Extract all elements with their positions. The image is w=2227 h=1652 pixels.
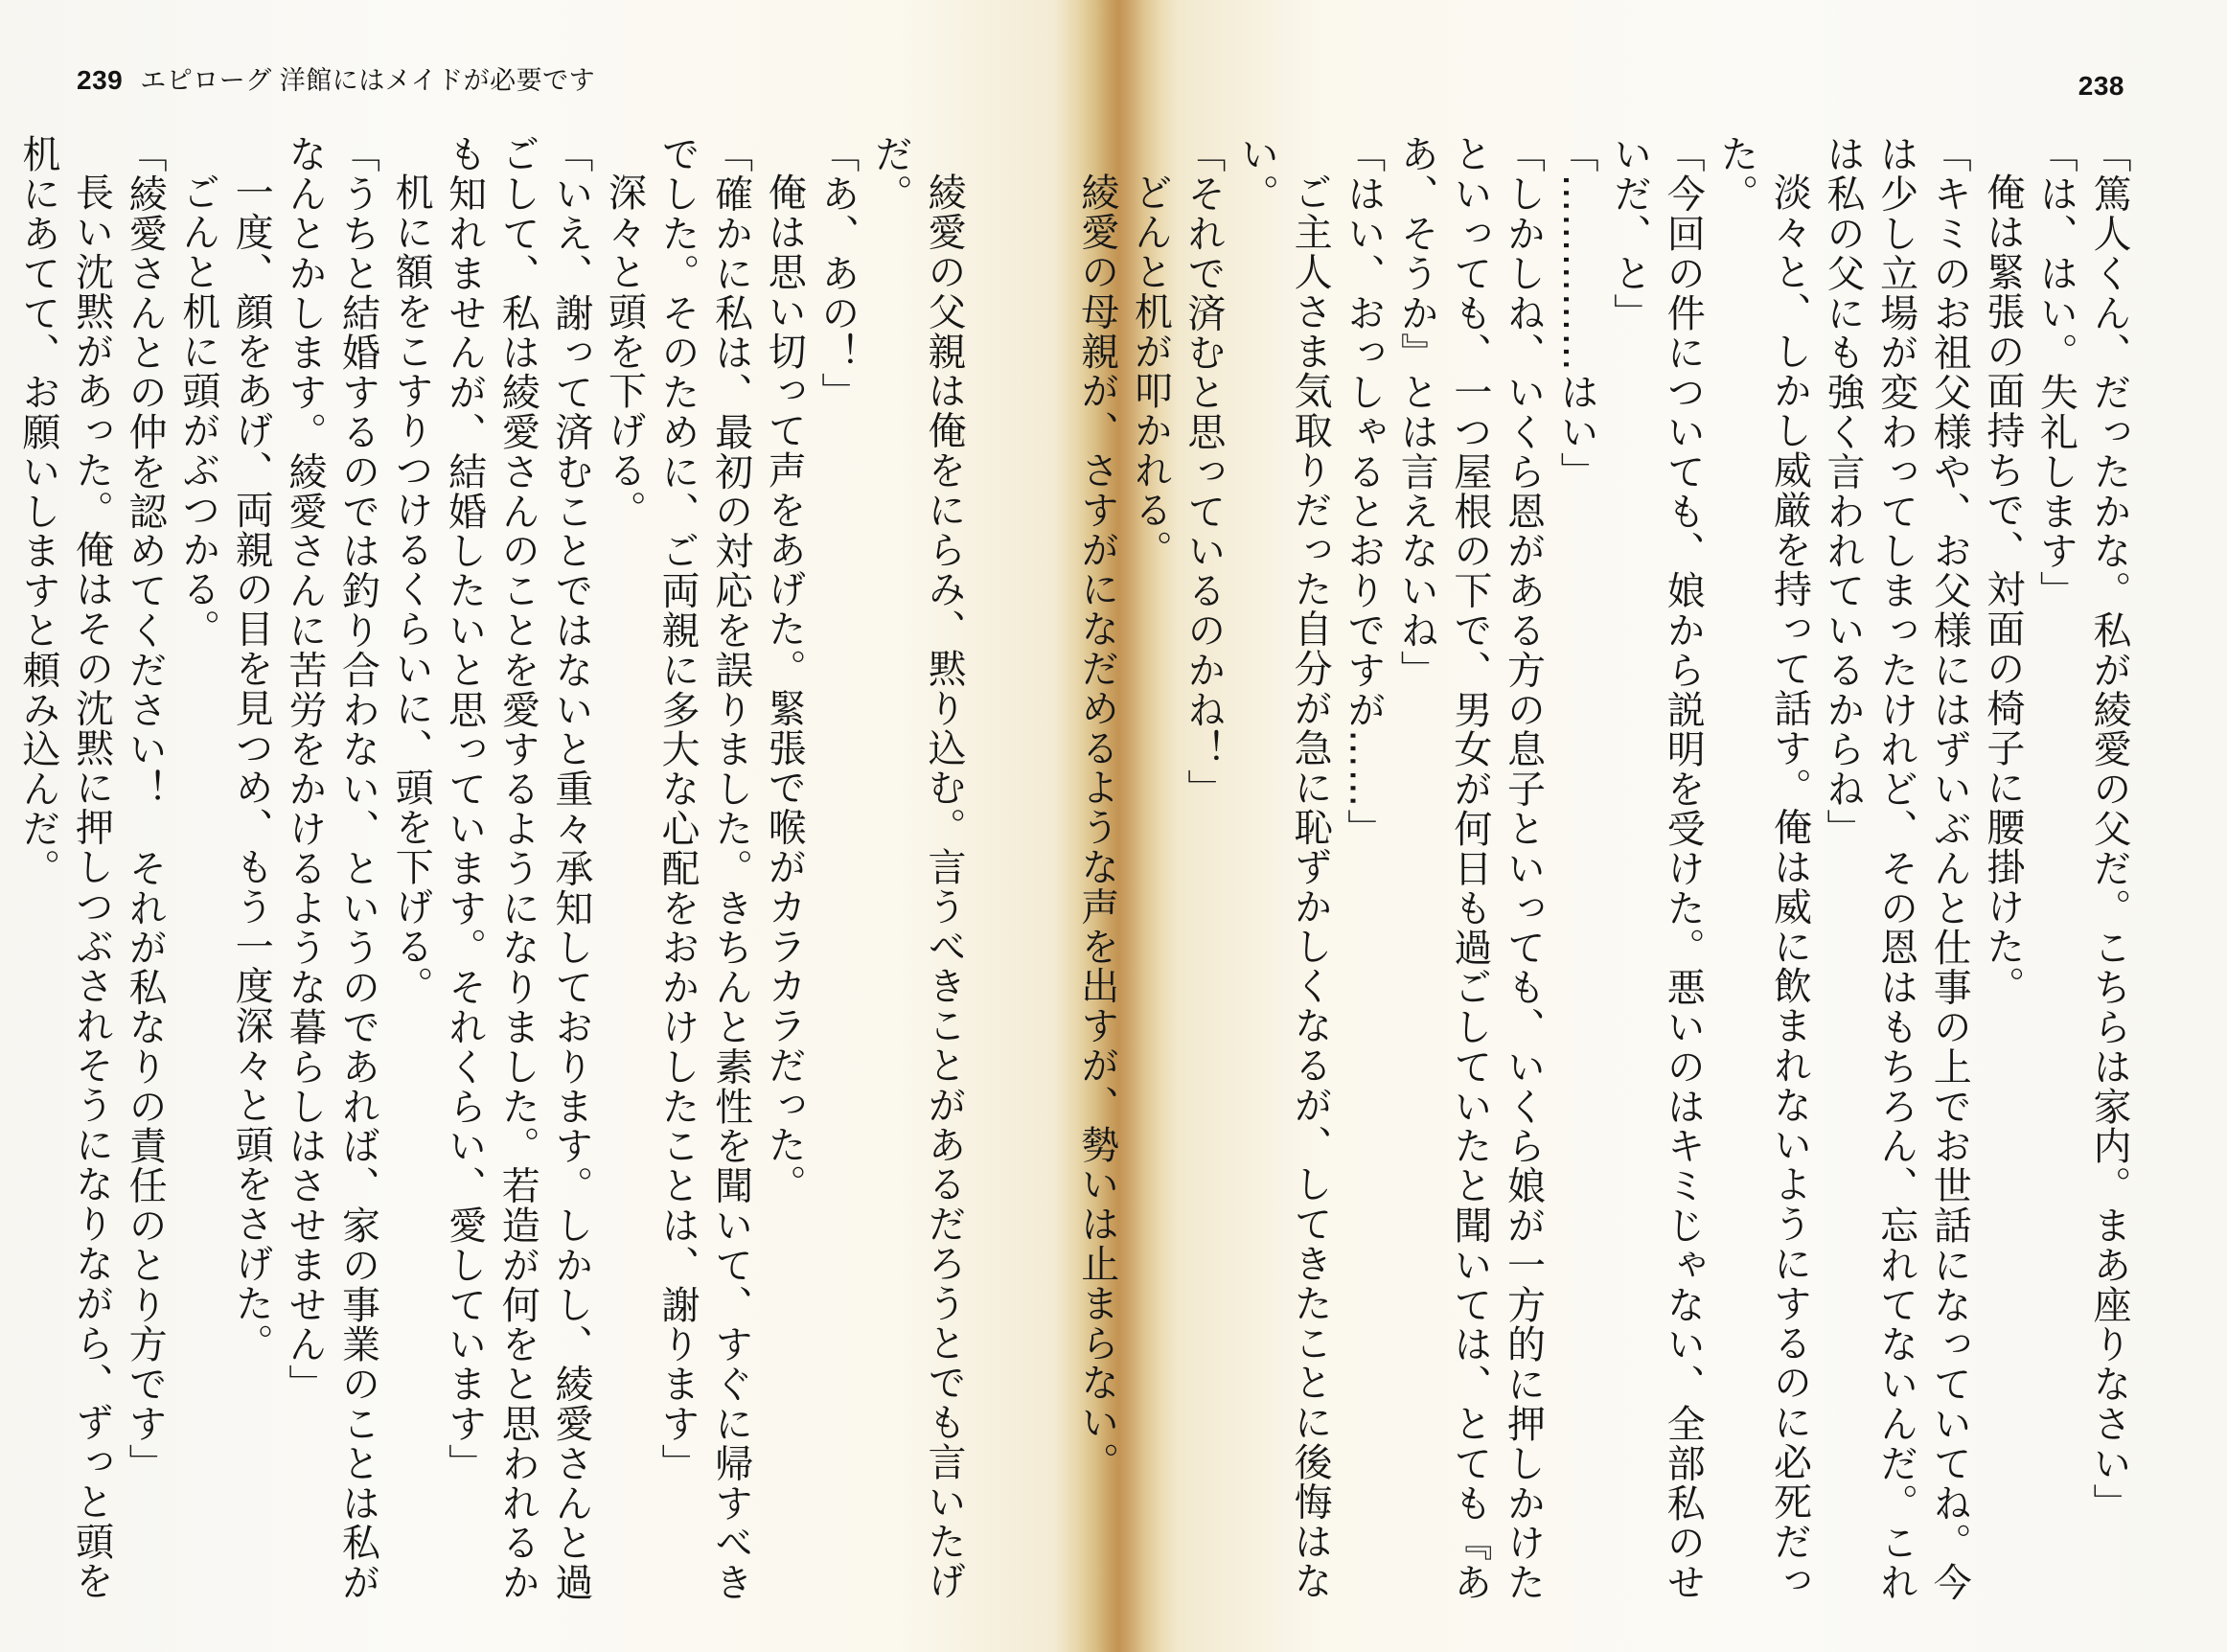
right-page-header: [2078, 71, 2124, 102]
paragraph: 「はい、おっしゃるとおりですが……」: [1341, 134, 1386, 849]
paragraph: 「は、はい。失礼します」: [2033, 134, 2078, 610]
paragraph: 俺は緊張の面持ちで、対面の椅子に腰掛けた。: [1980, 172, 2025, 1006]
paragraph: 「キミのお祖父様や、お父様にはずいぶんと仕事の上でお世話になっていてね。今は少し立場が変わってしまったけれど、その恩はもちろん、忘れてないんだ。これは私の父にも強く言われているからね」: [1821, 134, 1972, 1602]
paragraph: 一度、顔をあげ、両親の目を見つめ、もう一度深々と頭をさげた。: [229, 172, 274, 1363]
paragraph: 淡々と、しかし威厳を持って話す。俺は威に飲まれないようにするのに必死だった。: [1713, 134, 1812, 1601]
paragraph: 俺は思い切って声をあげた。緊張で喉がカラカラだった。: [762, 172, 807, 1205]
paragraph: ご主人さま気取りだった自分が急に恥ずかしくなるが、してきたことに後悔はない。: [1234, 134, 1333, 1601]
paragraph: ごんと机に頭がぶつかる。: [175, 172, 220, 649]
paragraph: 「しかしね、いくら恩がある方の息子といっても、いくら娘が一方的に押しかけたといっても、一つ屋根の下で、男女が何日も過ごしていたと聞いては、とても『ああ、そうか』とは言えないね」: [1394, 134, 1546, 1602]
paragraph: 「……………はい」: [1554, 134, 1599, 492]
paragraph: 机に額をこすりつけるくらいに、頭を下げる。: [389, 172, 434, 1006]
paragraph: 「今回の件についても、娘から説明を受けた。悪いのはキミじゃない、全部私のせいだ、と」: [1607, 134, 1706, 1602]
paragraph: 深々と頭を下げる。: [602, 172, 647, 530]
paragraph: どんと机が叩かれる。: [1128, 172, 1173, 569]
paragraph: 「篤人くん、だったかな。私が綾愛の父だ。こちらは家内。まあ座りなさい」: [2087, 134, 2131, 1523]
running-header: エピローグ 洋館にはメイドが必要です: [140, 66, 596, 95]
paragraph: 「うちと結婚するのでは釣り合わない、というのであれば、家の事業のことは私がなんとかします。綾愛さんに苦労をかけるような暮らしはさせません」: [282, 134, 380, 1602]
paragraph: 綾愛の母親が、さすがになだめるような声を出すが、勢いは止まらない。: [1074, 172, 1119, 1482]
paragraph: 「あ、あの！」: [815, 134, 860, 412]
paragraph: 「綾愛さんとの仲を認めてください！ それが私なりの責任のとり方です」: [123, 134, 168, 1483]
left-page-number: 239: [77, 65, 124, 95]
paragraph: 綾愛の父親は俺をにらみ、黙り込む。言うべきことがあるだろうとでも言いたげだ。: [868, 134, 966, 1601]
right-page-number: 238: [2078, 71, 2124, 101]
left-page: [0, 0, 1054, 1652]
paragraph: 「確かに私は、最初の対応を誤りました。きちんと素性を聞いて、すぐに帰すべきでした。そのために、ご両親に多大な心配をおかけしたことは、謝ります」: [655, 134, 753, 1602]
paragraph: 「いえ、謝って済むことではないと重々承知しております。しかし、綾愛さんと過ごして、私は綾愛さんのことを愛するようになりました。若造が何をと思われるかも知れませんが、結婚したいと思っています。それくらい、愛しています」: [442, 134, 593, 1602]
paragraph: 長い沈黙があった。俺はその沈黙に押しつぶされそうになりながら、ずっと頭を机にあてて、お願いしますと頼み込んだ。: [15, 134, 114, 1601]
left-page-body: [2, 134, 970, 1615]
left-page-header: [77, 59, 595, 97]
right-page: [1074, 0, 2227, 1652]
paragraph: 「それで済むと思っているのかね！」: [1181, 134, 1226, 809]
right-page-body: [1074, 134, 2135, 1615]
